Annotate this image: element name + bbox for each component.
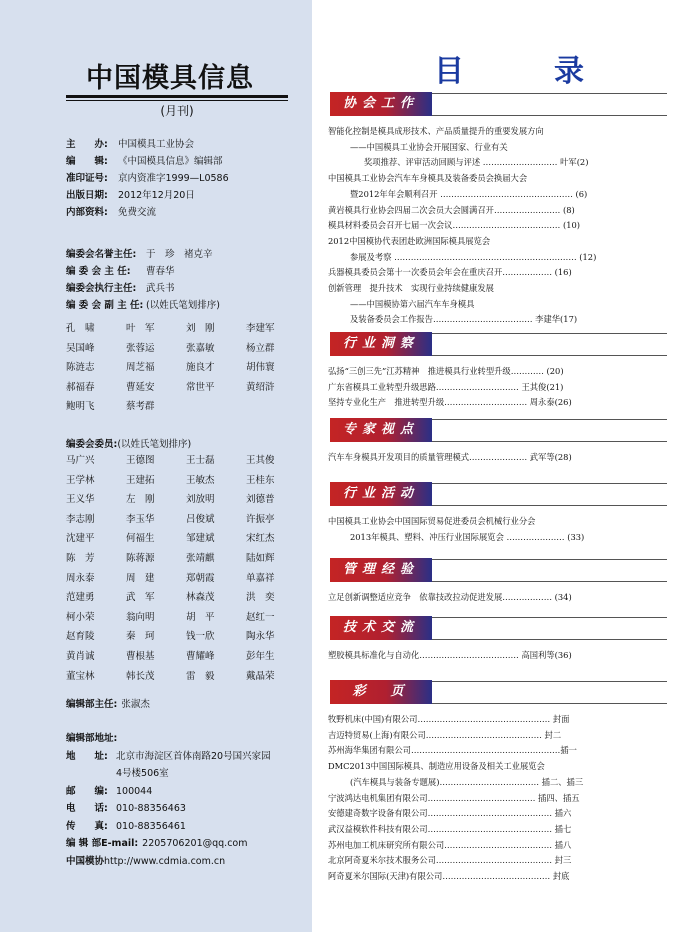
committee-member-name: 曹根基 <box>126 650 155 662</box>
section-title: 技术交流 <box>342 620 419 635</box>
committee-member-name: 黄肖诚 <box>66 650 95 662</box>
toc-entry[interactable]: 武汉益模软件科技有限公司……………………………………… 插七 <box>328 823 572 834</box>
committee-member-name: 吕俊斌 <box>186 513 215 525</box>
section-banner <box>330 332 432 356</box>
committee-member-name: 左 刚 <box>126 494 155 506</box>
committee-member-name: 王其俊 <box>246 455 275 466</box>
committee-member-name: 鲍明飞 <box>66 401 95 413</box>
committee-member-name: 刘德普 <box>246 494 275 506</box>
section-title: 管理经验 <box>342 562 419 577</box>
committee-member-name: 周 建 <box>126 572 155 584</box>
name-row <box>66 340 306 360</box>
name-row <box>66 320 306 340</box>
info-row: 编 辑: 《中国模具信息》编辑部 <box>66 156 223 167</box>
toc-entry[interactable]: 吉迈特贸易(上海)有限公司…………………………………… 封二 <box>328 729 562 740</box>
toc-entry[interactable]: ——中国模具工业协会开展国家、行业有关 <box>350 141 508 152</box>
toc-entry[interactable]: 坚持专业化生产 推进转型升级………………………… 周永泰(26) <box>328 397 572 408</box>
toc-entry[interactable]: 中国模具工业协会中国国际贸易促进委员会机械行业分会 <box>328 516 536 526</box>
table-of-contents-column <box>312 0 689 932</box>
committee-member-name: 柯小荣 <box>66 611 95 623</box>
toc-entry[interactable]: 奖项推荐、评审活动回顾与评述 ……………………… 叶军(2) <box>364 157 589 168</box>
toc-entry[interactable]: 阿奇夏米尔国际(天津)有限公司………………………………… 封底 <box>328 871 570 881</box>
committee-member-name: 陈蒋源 <box>126 552 155 564</box>
title-rule-thick <box>66 95 288 98</box>
address-row-2: 4号楼506室 <box>116 768 169 779</box>
toc-entry[interactable]: 模具材料委员会召开七届一次会议………………………………… (10) <box>328 220 580 231</box>
committee-member-name: 单嘉祥 <box>246 572 275 584</box>
contact-heading: 编辑部地址: <box>66 733 118 744</box>
member-names-grid <box>66 452 306 687</box>
name-row <box>66 452 306 472</box>
contact-info <box>66 730 271 870</box>
toc-entry[interactable]: 2013年模具、塑料、冲压行业国际展览会 ………………… (33) <box>350 531 585 542</box>
committee-member-name: 范建勇 <box>66 592 95 604</box>
toc-entry[interactable]: 汽车车身模具开发项目的质量管理模式………………… 武军等(28) <box>328 452 572 462</box>
fax-row: 传 真: 010-88356461 <box>66 820 186 832</box>
committee-member-name: 许振亭 <box>246 513 275 525</box>
email-row: 编 辑 部E-mail: 2205706201@qq.com <box>66 838 248 849</box>
committee-member-name: 林森茂 <box>186 592 215 604</box>
committee-member-name: 曹延安 <box>126 381 155 393</box>
info-row: 编 委 会 主 任: 曹春华 <box>66 266 175 277</box>
toc-entry[interactable]: 北京阿奇夏米尔技术服务公司…………………………………… 封三 <box>328 855 572 866</box>
title-rule-thin <box>66 100 288 101</box>
committee-member-name: 张靖麒 <box>186 552 215 564</box>
committee-member-name: 沈建平 <box>66 533 95 545</box>
committee-member-name: 董宝林 <box>66 670 95 682</box>
committee-member-name <box>246 398 306 418</box>
committee-member-name: 陈 芳 <box>66 552 95 564</box>
committee-member-name: 刘 刚 <box>186 323 215 334</box>
committee-member-name: 王士磊 <box>186 455 215 466</box>
name-row <box>66 511 306 531</box>
name-row <box>66 550 306 570</box>
info-row: 主 办: 中国模具工业协会 <box>66 139 195 150</box>
section-banner <box>330 92 432 116</box>
committee-member-name: 周永泰 <box>66 572 95 584</box>
website-row: 中国模协http://www.cdmia.com.cn <box>66 855 226 867</box>
info-row: 编委会执行主任: 武兵书 <box>66 283 175 294</box>
toc-entry[interactable]: 暨2012年年会顺利召开 ………………………………………… (6) <box>350 188 588 199</box>
committee-member-name: 陈涟志 <box>66 362 95 374</box>
masthead-column <box>0 0 312 932</box>
name-row <box>66 628 306 648</box>
committee-member-name: 王建拓 <box>126 474 155 486</box>
toc-entry[interactable]: ——中国模协第六届汽车车身模具 <box>350 298 475 309</box>
committee-member-name: 曹耀峰 <box>186 650 215 662</box>
name-row <box>66 589 306 609</box>
section-title: 行业活动 <box>342 486 419 501</box>
toc-title: 目 录 <box>434 54 614 89</box>
committee-member-name: 胡伟寰 <box>246 362 275 374</box>
toc-entry[interactable]: DMC2013中国国际模具、制造应用设备及相关工业展览会 <box>328 761 545 772</box>
committee-member-name: 王桂东 <box>246 474 275 486</box>
section-title: 彩 页 <box>352 684 410 699</box>
editorial-chief: 编辑部主任: 张淑杰 <box>66 699 150 710</box>
section-title: 专家视点 <box>342 422 419 437</box>
committee-member-name: 赵育陵 <box>66 631 95 643</box>
committee-member-name: 蔡考群 <box>126 401 155 413</box>
section-banner <box>330 558 432 582</box>
committee-member-name: 吴国峰 <box>66 342 95 354</box>
toc-entry[interactable]: 2012中国模协代表团赴欧洲国际模具展览会 <box>328 235 491 246</box>
committee-member-name: 雷 毅 <box>186 670 215 682</box>
committee-leaders <box>66 246 220 314</box>
committee-member-name: 何福生 <box>126 533 155 545</box>
toc-entry[interactable]: 智能化控制是模具成形技术、产品质量提升的重要发展方向 <box>328 126 544 136</box>
section-banner <box>330 482 432 506</box>
info-row: 编委会名誉主任: 于 珍 褚克辛 <box>66 249 213 260</box>
committee-member-name: 钱一欣 <box>186 631 215 643</box>
address-row: 地 址: 北京市海淀区首体南路20号国兴家园 <box>66 750 271 762</box>
toc-entry[interactable]: 安德建奇数字设备有限公司……………………………………… 插六 <box>328 808 572 819</box>
toc-entry[interactable]: 苏州电加工机床研究所有限公司………………………………… 插八 <box>328 839 572 850</box>
committee-member-name: 彭年生 <box>246 650 275 662</box>
committee-member-name: 宋红杰 <box>246 533 275 545</box>
committee-member-name: 叶 军 <box>126 323 155 334</box>
name-row <box>66 570 306 590</box>
committee-member-name: 王学林 <box>66 474 95 486</box>
committee-member-name: 邹建斌 <box>186 533 215 545</box>
toc-entry[interactable]: 兵器模具委员会第十一次委员会年会在重庆召开……………… (16) <box>328 267 572 278</box>
section-title: 协会工作 <box>342 96 419 111</box>
section-banner <box>330 418 432 442</box>
toc-entry[interactable]: 塑胶模具标准化与自动化……………………………… 高国利等(36) <box>328 650 572 660</box>
name-row <box>66 379 306 399</box>
toc-entry[interactable]: (汽车模具与装备专题展)……………………………… 插二、插三 <box>350 776 584 787</box>
toc-entry[interactable]: 宁波鸿达电机集团有限公司………………………………… 插四、插五 <box>328 792 580 803</box>
committee-member-name: 郝福春 <box>66 381 95 393</box>
phone-row: 电 话: 010-88356463 <box>66 803 186 814</box>
zip-row: 邮 编: 100044 <box>66 785 153 797</box>
committee-member-name <box>186 398 246 418</box>
toc-entry[interactable]: 黄岩模具行业协会四届二次会员大会圆满召开…………………… (8) <box>328 204 575 215</box>
committee-member-name: 张蓉运 <box>126 342 155 354</box>
toc-entry[interactable]: 牧野机床(中国)有限公司………………………………………… 封面 <box>328 714 570 724</box>
name-row <box>66 359 306 379</box>
committee-member-name: 翁向明 <box>126 611 155 623</box>
name-row <box>66 648 306 668</box>
deputy-names-grid <box>66 320 306 418</box>
committee-member-name: 王敏杰 <box>186 474 215 486</box>
committee-member-name: 胡 平 <box>186 611 215 623</box>
committee-member-name: 孔 啸 <box>66 323 95 334</box>
info-row: 内部资料: 免费交流 <box>66 207 157 218</box>
publication-info <box>66 136 229 221</box>
committee-member-name: 常世平 <box>186 381 215 393</box>
committee-member-name: 陶永华 <box>246 631 275 643</box>
committee-member-name: 戴晶荣 <box>246 670 275 682</box>
committee-member-name: 施良才 <box>186 362 215 374</box>
committee-member-name: 李玉华 <box>126 513 155 525</box>
committee-member-name: 周芝福 <box>126 362 155 374</box>
toc-entry[interactable]: 参展及考察 ………………………………………………………… (12) <box>350 251 597 262</box>
magazine-title: 中国模具信息 <box>86 63 254 94</box>
name-row <box>66 609 306 629</box>
section-banner <box>330 680 432 704</box>
toc-entry[interactable]: 广东省模具工业转型升级思路………………………… 王其俊(21) <box>328 381 564 392</box>
committee-member-name: 刘放明 <box>186 494 215 506</box>
toc-entry[interactable]: 弘扬“三创三先”江苏精神 推进模具行业转型升级………… (20) <box>328 366 564 376</box>
committee-member-name: 黄绍浒 <box>246 381 275 393</box>
committee-member-name: 武 军 <box>126 592 155 604</box>
committee-member-name: 韩长茂 <box>126 670 155 682</box>
committee-member-name: 陆如辉 <box>246 552 275 564</box>
section-banner <box>330 616 432 640</box>
committee-member-name: 李建军 <box>246 323 275 334</box>
committee-member-name: 赵红一 <box>246 611 275 623</box>
toc-entry[interactable]: 中国模具工业协会汽车车身模具及装备委员会换届大会 <box>328 173 528 184</box>
committee-member-name: 秦 珂 <box>126 631 155 643</box>
toc-entry[interactable]: 苏州海华集团有限公司………………………………………………插一 <box>328 745 577 756</box>
name-row <box>66 530 306 550</box>
committee-member-name: 洪 奕 <box>246 592 275 604</box>
committee-member-name: 张嘉敏 <box>186 342 215 354</box>
section-title: 行业洞察 <box>342 336 419 351</box>
name-row <box>66 491 306 511</box>
committee-member-name: 王德图 <box>126 455 155 466</box>
committee-member-name: 李志刚 <box>66 513 95 525</box>
committee-member-name: 杨立群 <box>246 342 275 354</box>
members-heading: 编委会委员:(以姓氏笔划排序) <box>66 439 192 450</box>
toc-entry[interactable]: 创新管理 提升技术 实现行业持续健康发展 <box>328 283 494 293</box>
name-row <box>66 668 306 688</box>
name-row <box>66 398 306 418</box>
magazine-frequency: (月刊) <box>160 104 194 118</box>
committee-member-name: 王义华 <box>66 494 95 506</box>
info-row: 编 委 会 副 主 任: (以姓氏笔划排序) <box>66 300 220 311</box>
toc-entry[interactable]: 及装备委员会工作报告……………………………… 李建华(17) <box>350 314 578 325</box>
info-row: 出版日期: 2012年12月20日 <box>66 190 195 201</box>
toc-entry[interactable]: 立足创新调整适应竞争 依靠技改拉动促进发展……………… (34) <box>328 592 572 602</box>
committee-member-name: 马广兴 <box>66 455 95 466</box>
committee-member-name: 郑朝霞 <box>186 572 215 584</box>
name-row <box>66 472 306 492</box>
info-row: 准印证号: 京内资准字1999—L0586 <box>66 173 229 184</box>
